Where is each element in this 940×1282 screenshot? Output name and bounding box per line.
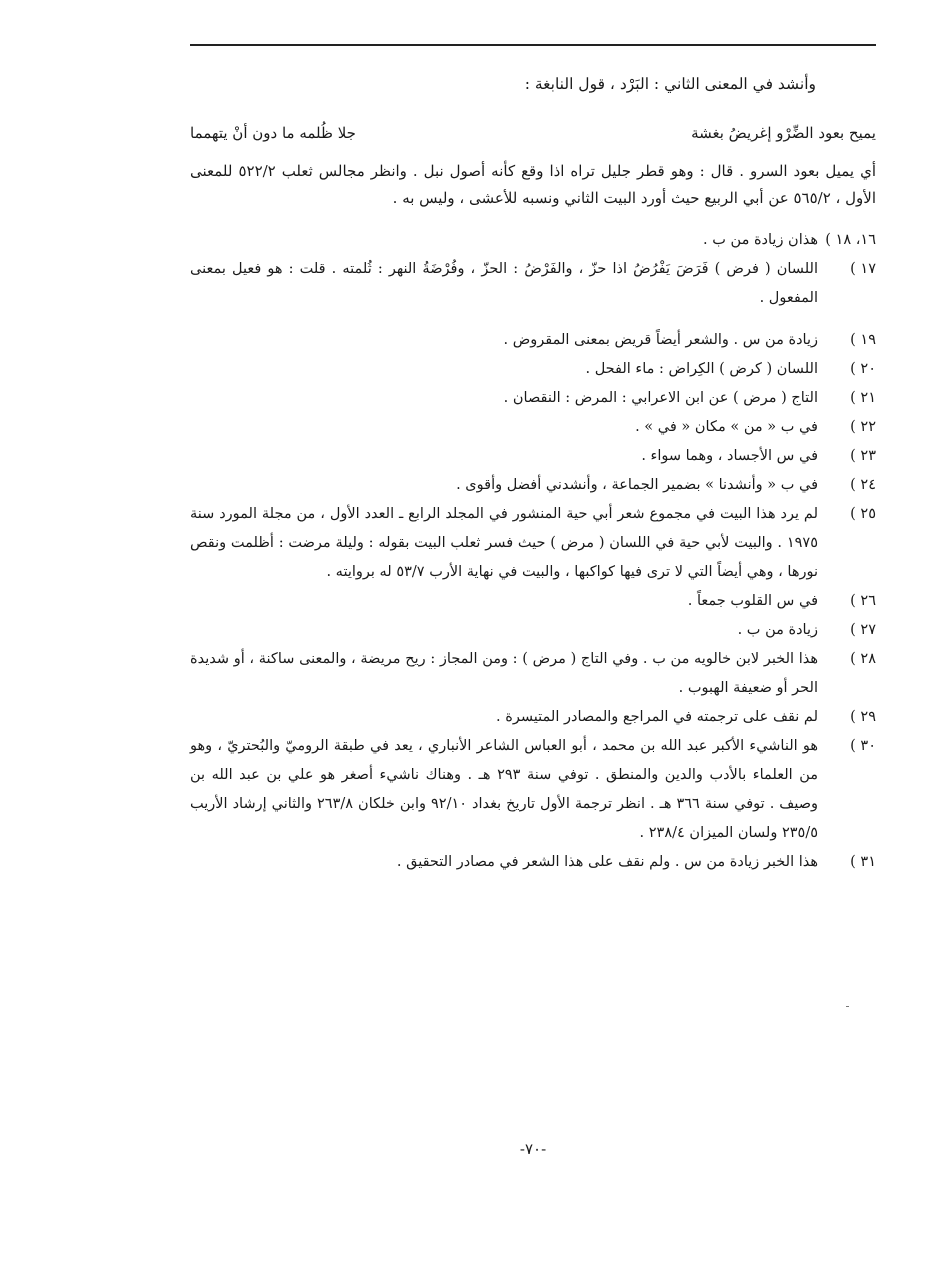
- footnote-text: اللسان ( فرض ) فَرَضَ يَفْرُضُ اذا حزّ ، والفَرْضُ : الحزّ ، وفُرْضَةُ النهر : ثُلمته . قلت : هو فعيل بمعنى المفعول .: [190, 261, 818, 306]
- footnote-item: [190, 384, 876, 413]
- footnote-text: التاج ( مرض ) عن ابن الاعرابي : المرض : النقصان .: [503, 390, 818, 406]
- footnote-text: هذا الخبر لابن خالويه من ب . وفي التاج ( مرض ) : ومن المجاز : ريح مريضة ، والمعنى ساكنة ، أو شديدة الحر أو ضعيفة الهبوب .: [190, 651, 818, 696]
- footnote-number: ٢٤ ): [850, 477, 876, 493]
- verse-second-hemistich: جلا ظُلمه ما دون أنْ يتهمما: [190, 124, 356, 142]
- footnote-text: في ب « وأنشدنا » بضمير الجماعة ، وأنشدني أفضل وأقوى .: [456, 477, 818, 493]
- scan-speck: [846, 1006, 849, 1007]
- footnote-item: [190, 413, 876, 442]
- footnote-item: [190, 587, 876, 616]
- footnote-item: [190, 616, 876, 645]
- commentary-paragraph: أي يميل بعود السرو . قال : وهو قطر جليل تراه اذا وقع كأنه أصول نبل . وانظر مجالس ثعلب ٥٢٢/٢ للمعنى الأول ، ٥٦٥/٢ عن أبي الربيع حيث أورد البيت الثاني ونسبه للأعشى ، وليس به .: [190, 162, 876, 207]
- footnote-text: في س الأجساد ، وهما سواء .: [641, 448, 818, 464]
- footnote-item: [190, 255, 876, 313]
- footnote-item: [190, 326, 876, 355]
- footnote-number: ٢١ ): [850, 390, 876, 406]
- footnote-text: زيادة من ب .: [737, 622, 818, 638]
- footnote-item: [190, 703, 876, 732]
- footnote-item: [190, 471, 876, 500]
- document-page: [190, 0, 876, 1282]
- footnote-number: ٣٠ ): [850, 738, 876, 754]
- footnote-text: في س القلوب جمعاً .: [687, 593, 818, 609]
- footnote-text: لم نقف على ترجمته في المراجع والمصادر المتيسرة .: [496, 709, 818, 725]
- footnote-item: [190, 732, 876, 848]
- footnote-number: ٢٥ ): [850, 506, 876, 522]
- footnote-item: [190, 645, 876, 703]
- poem-verse: [190, 118, 876, 148]
- footnote-number: ١٦، ١٨ ): [825, 232, 876, 248]
- footnote-item: [190, 500, 876, 587]
- page-number: -٧٠-: [519, 1140, 547, 1158]
- footnote-item: [190, 848, 876, 877]
- footnote-text: هذان زيادة من ب .: [703, 232, 818, 248]
- footnote-text: لم يرد هذا البيت في مجموع شعر أبي حية المنشور في المجلد الرابع ـ العدد الأول ، من مجلة المورد سنة ١٩٧٥ . والبيت لأبي حية في اللسان ( مرض ) حيث فسر ثعلب البيت بقوله : وليلة مرضت : أظلمت ونقص نورها ، وهي أيضاً التي لا ترى فيها كواكبها ، والبيت في نهاية الأرب ٥٣/٧ له بروايته .: [190, 506, 818, 580]
- header-rule: [190, 44, 876, 46]
- verse-first-hemistich: يميح بعود الضِّرْو إغريضُ بغشة: [691, 124, 876, 142]
- footnote-number: ١٩ ): [850, 332, 876, 348]
- footnote-number: ١٧ ): [850, 261, 876, 277]
- footnote-number: ٢٧ ): [850, 622, 876, 638]
- footnote-number: ٢٣ ): [850, 448, 876, 464]
- footnote-text: هذا الخبر زيادة من س . ولم نقف على هذا الشعر في مصادر التحقيق .: [396, 854, 818, 870]
- footnote-number: ٣١ ): [850, 854, 876, 870]
- footnotes-list: [190, 226, 876, 877]
- footnote-number: ٢٩ ): [850, 709, 876, 725]
- footnote-number: ٢٠ ): [850, 361, 876, 377]
- footnote-number: ٢٨ ): [850, 651, 876, 667]
- footnote-item: [190, 355, 876, 384]
- footnote-text: هو الناشيء الأكبر عبد الله بن محمد ، أبو العباس الشاعر الأنباري ، يعد في طبقة الروميّ والبُحتريّ ، وهو من العلماء بالأدب والدين والمنطق . توفي سنة ٢٩٣ هـ . وهناك ناشيء أصغر هو علي بن عبد الله بن وصيف . توفي سنة ٣٦٦ هـ . انظر ترجمة الأول تاريخ بغداد ٩٢/١٠ وابن خلكان ٢٦٣/٨ والثاني إرشاد الأريب ٢٣٥/٥ ولسان الميزان ٢٣٨/٤ .: [190, 738, 819, 841]
- intro-line: وأنشد في المعنى الثاني : البَرْد ، قول النابغة :: [524, 75, 816, 93]
- footnote-number: ٢٦ ): [850, 593, 876, 609]
- footnote-text: في ب « من » مكان « في » .: [635, 419, 818, 435]
- footnote-number: ٢٢ ): [850, 419, 876, 435]
- footnote-item: [190, 226, 876, 255]
- footnote-item: [190, 442, 876, 471]
- footnote-text: اللسان ( كرض ) الكِراض : ماء الفحل .: [585, 361, 818, 377]
- footnote-text: زيادة من س . والشعر أيضاً قريض بمعنى المقروض .: [503, 332, 818, 348]
